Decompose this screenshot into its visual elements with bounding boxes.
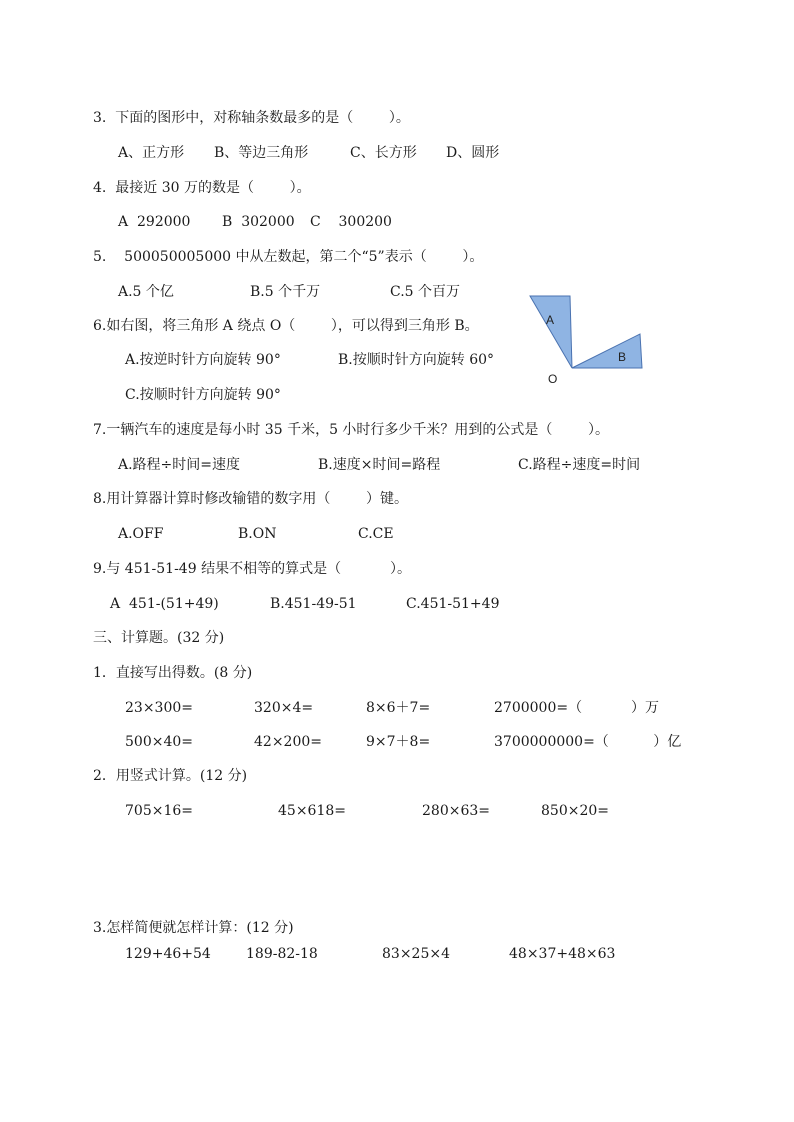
question-3-stem: 3. 下面的图形中，对称轴条数最多的是（ ）。 [93, 110, 410, 126]
question-4-option-c: C 300200 [310, 214, 392, 230]
mental-calc-item: 9×7＋8= [366, 734, 431, 750]
question-9-option-b: B.451-49-51 [270, 596, 357, 612]
triangle-b [572, 334, 642, 368]
question-4-stem: 4. 最接近 30 万的数是（ ）。 [93, 180, 311, 196]
question-5-option-a: A.5 个亿 [118, 284, 174, 300]
simplify-calc-item: 83×25×4 [382, 946, 450, 962]
question-4-option-a: A 292000 [118, 214, 191, 230]
question-8-stem: 8.用计算器计算时修改输错的数字用（ ）键。 [93, 491, 408, 507]
question-6-option-c: C.按顺时针方向旋转 90° [125, 387, 281, 403]
question-8-option-c: C.CE [358, 526, 394, 542]
mental-calc-item: 8×6＋7= [366, 700, 431, 716]
question-7-option-a: A.路程÷时间=速度 [118, 457, 241, 473]
vertical-calc-item: 850×20= [541, 803, 609, 819]
simplify-calc-item: 129+46+54 [125, 946, 211, 962]
triangle-b-label: B [618, 350, 627, 364]
simplify-calc-item: 189-82-18 [246, 946, 318, 962]
question-4-option-b: B 302000 [222, 214, 295, 230]
question-5-option-c: C.5 个百万 [390, 284, 461, 300]
question-3-option-d: D、圆形 [446, 145, 500, 161]
question-5-stem: 5. 500050005000 中从左数起，第二个“5”表示（ ）。 [93, 249, 484, 265]
question-9-option-c: C.451-51+49 [406, 596, 500, 612]
mental-calc-item: 500×40= [125, 734, 193, 750]
section-3-title: 三、计算题。(32 分) [93, 630, 225, 646]
question-9-option-a: A 451-(51+49) [110, 596, 219, 612]
simplify-calc-item: 48×37+48×63 [509, 946, 616, 962]
part-2-title: 2．用竖式计算。(12 分) [93, 768, 248, 784]
question-3-option-c: C、长方形 [350, 145, 417, 161]
mental-calc-item: 3700000000=（ ）亿 [494, 734, 682, 750]
mental-calc-item: 2700000=（ ）万 [494, 700, 660, 716]
vertical-calc-item: 280×63= [422, 803, 490, 819]
mental-calc-item: 320×4= [254, 700, 314, 716]
question-6-stem: 6.如右图，将三角形 A 绕点 O（ ），可以得到三角形 B。 [93, 318, 479, 334]
question-3-option-b: B、等边三角形 [214, 145, 309, 161]
rotation-diagram [520, 290, 660, 390]
triangle-a [530, 296, 572, 368]
question-7-option-c: C.路程÷速度=时间 [518, 457, 641, 473]
question-9-stem: 9.与 451-51-49 结果不相等的算式是（ ）。 [93, 561, 412, 577]
question-6-option-a: A.按逆时针方向旋转 90° [125, 352, 281, 368]
question-7-stem: 7.一辆汽车的速度是每小时 35 千米，5 小时行多少千米？用到的公式是（ ）。 [93, 422, 610, 438]
question-5-option-b: B.5 个千万 [250, 284, 321, 300]
question-3-option-a: A、正方形 [118, 145, 185, 161]
mental-calc-item: 42×200= [254, 734, 322, 750]
mental-calc-item: 23×300= [125, 700, 193, 716]
question-8-option-a: A.OFF [118, 526, 164, 542]
part-1-title: 1．直接写出得数。(8 分) [93, 665, 253, 681]
question-6-option-b: B.按顺时针方向旋转 60° [338, 352, 495, 368]
point-o-label: O [548, 372, 558, 386]
part-3-title: 3.怎样简便就怎样计算：(12 分) [93, 920, 294, 936]
question-8-option-b: B.ON [238, 526, 277, 542]
vertical-calc-item: 45×618= [278, 803, 346, 819]
question-7-option-b: B.速度×时间=路程 [318, 457, 441, 473]
triangle-a-label: A [546, 313, 555, 327]
vertical-calc-item: 705×16= [125, 803, 193, 819]
